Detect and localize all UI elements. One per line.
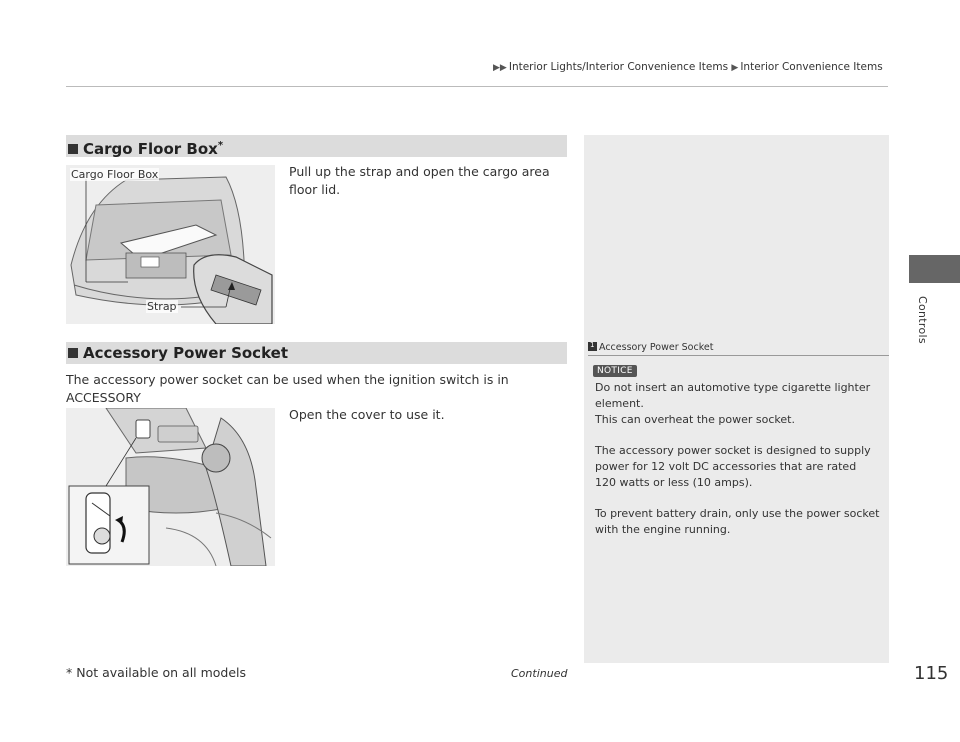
breadcrumb — [493, 61, 893, 73]
note-paragraph-rating: The accessory power socket is designed to supply power for 12 volt DC accessories that are rated 120 watts or less (10 amps). — [595, 444, 871, 489]
note-divider — [588, 355, 889, 356]
section-title: Accessory Power Socket — [83, 344, 288, 362]
note-line: Do not insert an automotive type cigarette lighter element. — [595, 381, 871, 410]
footnote: * Not available on all models — [66, 665, 247, 680]
breadcrumb-item[interactable]: Interior Lights/Interior Convenience Items — [508, 61, 729, 73]
notice-badge: NOTICE — [593, 365, 637, 377]
note-heading-text[interactable]: Accessory Power Socket — [599, 342, 714, 353]
intro-text: The accessory power socket can be used when the ignition switch is in ACCESSORY — [66, 372, 509, 405]
power-socket-illustration — [66, 408, 275, 566]
square-bullet-icon — [68, 348, 78, 358]
square-bullet-icon — [68, 144, 78, 154]
power-socket-figure — [66, 408, 275, 566]
arrow-icon: ▶ — [731, 63, 739, 73]
arrow-icon: ▶▶ — [493, 63, 507, 73]
note-heading — [588, 342, 713, 353]
cargo-figure — [66, 165, 275, 324]
section-title: Cargo Floor Box — [83, 140, 218, 158]
section-heading-power-socket — [66, 342, 567, 364]
section-heading-cargo — [66, 135, 567, 157]
continued-label: Continued — [511, 667, 568, 680]
breadcrumb-item[interactable]: Interior Convenience Items — [740, 61, 883, 73]
side-tab-marker — [909, 255, 960, 283]
power-socket-instructions: Open the cover to use it. — [289, 407, 445, 422]
cargo-instructions: Pull up the strap and open the cargo area floor lid. — [289, 164, 550, 197]
note-paragraph-battery: To prevent battery drain, only use the power socket with the engine running. — [595, 507, 880, 536]
reference-icon — [588, 342, 597, 351]
figure-label-cargo-floor-box: Cargo Floor Box — [71, 168, 159, 181]
header-divider — [66, 86, 888, 87]
page-number: 115 — [914, 663, 949, 684]
side-tab-label: Controls — [916, 296, 929, 344]
asterisk-mark: * — [217, 140, 224, 151]
note-paragraph-warning — [595, 380, 880, 428]
note-line: This can overheat the power socket. — [595, 413, 795, 426]
figure-label-strap: Strap — [147, 300, 177, 313]
